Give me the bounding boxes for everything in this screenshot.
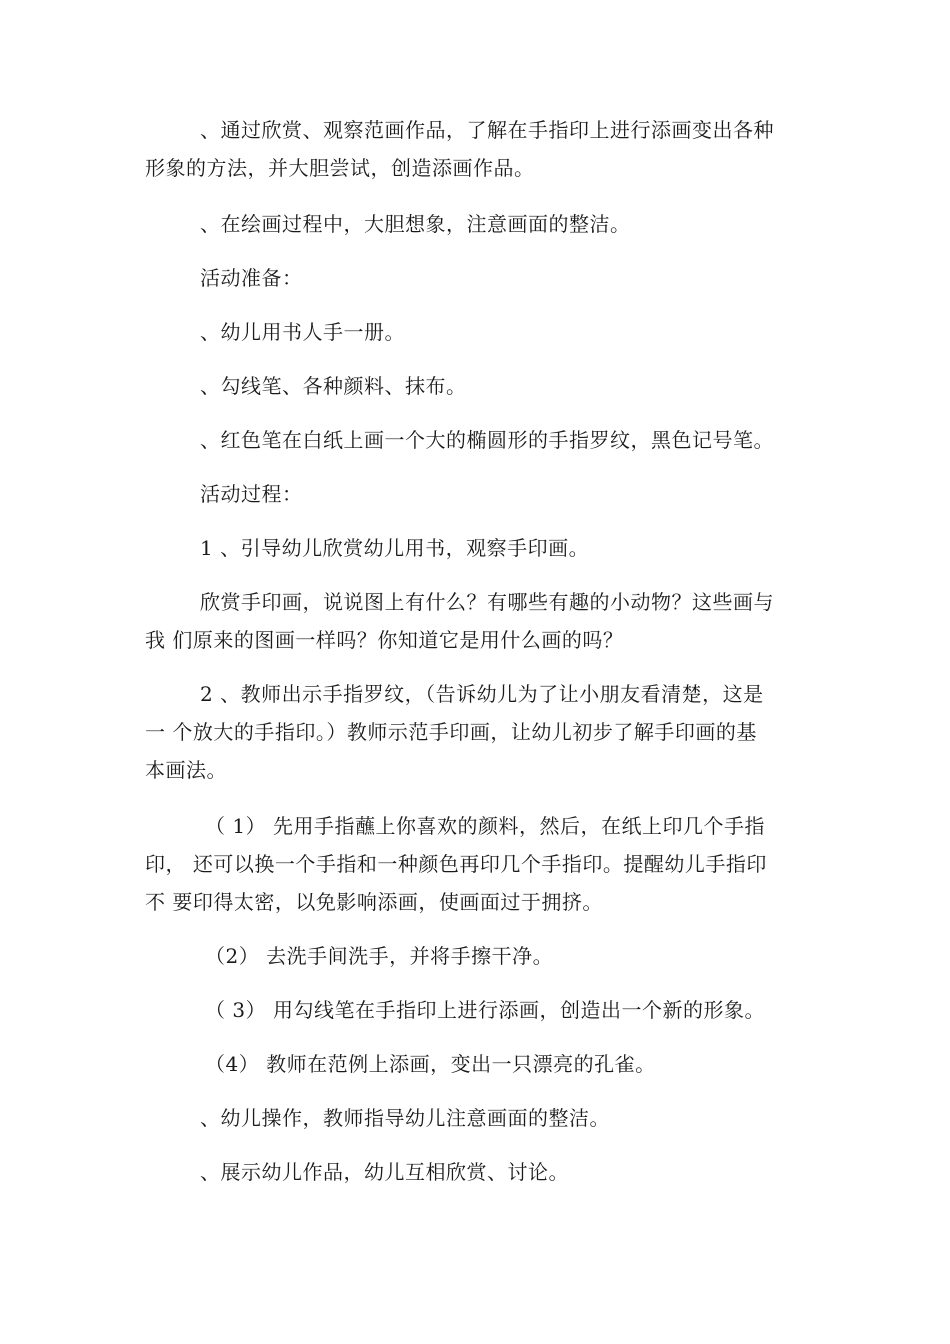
heading-process: 活动过程：: [200, 482, 303, 506]
substep-1-line-2: 印， 还可以换一个手指和一种颜色再印几个手指印。提醒幼儿手指印: [145, 852, 767, 876]
process-step-2-line-2: 一 个放大的手指印。）教师示范手印画，让幼儿初步了解手印画的基: [145, 720, 757, 744]
heading-preparation: 活动准备：: [200, 266, 303, 290]
objective-2: 、在绘画过程中，大胆想象，注意画面的整洁。: [200, 212, 631, 236]
substep-1-line-1: （ 1） 先用手指蘸上你喜欢的颜料，然后，在纸上印几个手指: [205, 814, 765, 838]
objective-1-line-2: 形象的方法，并大胆尝试，创造添画作品。: [145, 156, 535, 180]
process-step-1: 1 、引导幼儿欣赏幼儿用书，观察手印画。: [200, 536, 590, 560]
preparation-item-3: 、红色笔在白纸上画一个大的椭圆形的手指罗纹，黑色记号笔。: [200, 428, 774, 452]
process-step-1-detail-line-1: 欣赏手印画，说说图上有什么？有哪些有趣的小动物？这些画与: [200, 590, 774, 614]
process-step-4: 、展示幼儿作品，幼儿互相欣赏、讨论。: [200, 1160, 569, 1184]
process-step-2-line-3: 本画法。: [145, 758, 227, 782]
substep-1-line-3: 不 要印得太密，以免影响添画，使画面过于拥挤。: [145, 890, 603, 914]
preparation-item-1: 、幼儿用书人手一册。: [200, 320, 405, 344]
objective-1-line-1: 、通过欣赏、观察范画作品，了解在手指印上进行添画变出各种: [200, 118, 774, 142]
process-step-2-line-1: 2 、教师出示手指罗纹，（告诉幼儿为了让小朋友看清楚，这是: [200, 682, 764, 706]
process-step-3: 、幼儿操作，教师指导幼儿注意画面的整洁。: [200, 1106, 610, 1130]
substep-2: （2） 去洗手间洗手，并将手擦干净。: [205, 944, 554, 968]
substep-4: （4） 教师在范例上添画，变出一只漂亮的孔雀。: [205, 1052, 656, 1076]
preparation-item-2: 、勾线笔、各种颜料、抹布。: [200, 374, 467, 398]
process-step-1-detail-line-2: 我 们原来的图画一样吗？你知道它是用什么画的吗？: [145, 628, 624, 652]
substep-3: （ 3） 用勾线笔在手指印上进行添画，创造出一个新的形象。: [205, 998, 765, 1022]
